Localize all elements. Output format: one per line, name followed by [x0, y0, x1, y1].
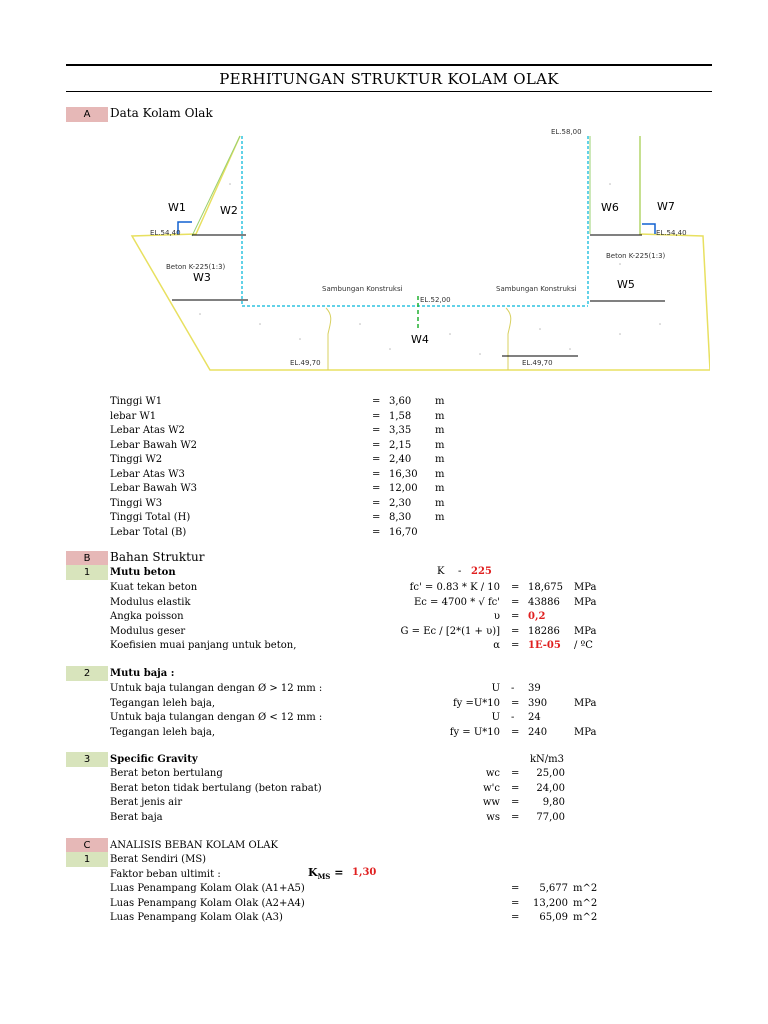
beton-right: Beton K-225(1:3): [606, 252, 666, 260]
label-w7: W7: [657, 200, 675, 213]
b2-row-eq: -: [511, 683, 515, 694]
b2-row-label: Tegangan leleh baja,: [110, 697, 216, 709]
b3-row-sym: ws: [486, 811, 500, 823]
section-c-tag: C: [66, 838, 108, 853]
b3-tag: 3: [66, 752, 108, 767]
c1-row-unit: m^2: [573, 883, 598, 894]
b3-row-label: Berat beton tidak bertulang (beton rabat): [110, 782, 322, 794]
b2-label: Mutu baja :: [110, 668, 175, 679]
c1-row-eq: =: [511, 897, 520, 909]
el-center: EL.52,00: [420, 296, 451, 304]
label-w2: W2: [220, 204, 238, 217]
b3-row-value: 9,80: [542, 797, 565, 808]
c1-row-unit: m^2: [573, 912, 598, 923]
b3-row-sym: wc: [485, 768, 500, 779]
b1-row-unit: MPa: [574, 596, 597, 608]
dim-unit: m: [435, 396, 445, 407]
dim-value: 16,30: [389, 468, 418, 480]
concrete-speckle: [199, 183, 661, 355]
dim-unit: m: [435, 425, 445, 436]
dim-unit: m: [435, 483, 445, 494]
dim-label: Lebar Atas W2: [110, 425, 185, 436]
section-c-label: ANALISIS BEBAN KOLAM OLAK: [110, 840, 278, 851]
b3-row-value: 24,00: [536, 782, 565, 794]
kms-label: [308, 866, 343, 881]
dim-label: lebar W1: [110, 410, 157, 422]
b3-row-value: 77,00: [536, 811, 565, 823]
section-a-label: Data Kolam Olak: [110, 106, 213, 120]
b1-row-label: Angka poisson: [110, 611, 184, 622]
dim-eq: =: [372, 425, 381, 436]
b3-row-value: 25,00: [536, 768, 565, 779]
dim-value: 3,35: [389, 425, 412, 436]
el-bottom-left: EL.49,70: [290, 359, 321, 367]
el-top-right: EL.58,00: [551, 128, 582, 136]
section-a-tag: A: [66, 107, 108, 122]
dim-eq: =: [372, 468, 381, 480]
label-w1: W1: [168, 201, 186, 214]
c1-row-eq: =: [511, 883, 520, 894]
b1-tag: 1: [66, 565, 108, 580]
b3-unit-header: kN/m3: [530, 754, 565, 765]
dim-label: Lebar Bawah W3: [110, 483, 197, 494]
dim-value: 2,40: [389, 454, 412, 465]
b2-row-value: 240: [528, 726, 548, 738]
c1-row-unit: m^2: [573, 897, 598, 909]
dim-eq: =: [372, 454, 381, 465]
b3-row-label: Berat beton bertulang: [110, 768, 223, 779]
dim-eq: =: [372, 497, 381, 509]
faktor-label: Faktor beban ultimit :: [110, 869, 221, 880]
label-w5: W5: [617, 278, 635, 291]
b1-row-value: 43886: [528, 596, 560, 608]
c1-row-value: 13,200: [533, 897, 568, 909]
b1-row-label: Modulus geser: [110, 625, 186, 637]
b1-row-formula: G = Ec / [2*(1 + υ)]: [400, 625, 500, 637]
b2-row-eq: =: [511, 697, 520, 709]
b2-row-eq: -: [511, 712, 515, 723]
b2-row-unit: MPa: [574, 726, 597, 738]
b1-row-value: 18,675: [528, 582, 563, 593]
b1-row-formula: υ: [493, 611, 500, 622]
b1-row-formula: fc' = 0.83 * K / 10: [409, 582, 500, 593]
c1-row-label: Luas Penampang Kolam Olak (A1+A5): [110, 883, 305, 894]
kms-k: K: [308, 866, 318, 879]
beton-left: Beton K-225(1:3): [166, 263, 226, 271]
sambungan-left: Sambungan Konstruksi: [322, 285, 403, 293]
b3-row-label: Berat jenis air: [110, 797, 183, 808]
b3-row-label: Berat baja: [110, 811, 163, 823]
b1-row-unit: MPa: [574, 625, 597, 637]
dim-value: 2,30: [389, 497, 412, 509]
dim-label: Lebar Bawah W2: [110, 439, 197, 451]
dim-unit: m: [435, 454, 445, 465]
dim-unit: m: [435, 439, 445, 451]
dim-value: 3,60: [389, 396, 412, 407]
dim-eq: =: [372, 439, 381, 451]
b2-row-value: 390: [528, 697, 548, 709]
page-title: PERHITUNGAN STRUKTUR KOLAM OLAK: [219, 70, 559, 88]
c1-row-eq: =: [511, 912, 520, 923]
w7-step: [642, 224, 655, 234]
label-w6: W6: [601, 201, 619, 214]
k-value: 225: [471, 566, 492, 577]
c1-row-value: 65,09: [539, 912, 568, 923]
b1-row-formula: α: [493, 640, 500, 651]
b3-row-eq: =: [511, 768, 520, 779]
dim-value: 1,58: [389, 410, 412, 422]
b2-row-formula: fy =U*10: [452, 697, 500, 709]
c1-row-value: 5,677: [539, 883, 568, 894]
b1-label: Mutu beton: [110, 567, 176, 578]
k-label: K: [437, 566, 445, 577]
c1-row-label: Luas Penampang Kolam Olak (A2+A4): [110, 897, 305, 909]
el-right-mid: EL.54,40: [656, 229, 687, 237]
sambungan-right: Sambungan Konstruksi: [496, 285, 577, 293]
b1-row-value: 0,2: [528, 611, 546, 622]
dim-unit: m: [435, 512, 445, 523]
el-left-mid: EL.54,40: [150, 229, 181, 237]
joint-right: [506, 308, 511, 370]
el-bottom-right: EL.49,70: [522, 359, 553, 367]
dim-eq: =: [372, 526, 381, 538]
b1-row-formula: Ec = 4700 * √ fc': [413, 596, 500, 608]
label-w3: W3: [193, 271, 211, 284]
b2-row-formula: U: [491, 712, 500, 723]
b3-row-eq: =: [511, 811, 520, 823]
b2-row-label: Untuk baja tulangan dengan Ø < 12 mm :: [110, 712, 323, 723]
dim-eq: =: [372, 396, 381, 407]
b1-row-eq: =: [511, 582, 520, 593]
b2-row-eq: =: [511, 726, 520, 738]
dim-unit: m: [435, 410, 445, 422]
dim-value: 16,70: [389, 526, 418, 538]
b3-row-eq: =: [511, 782, 520, 794]
c1-label: Berat Sendiri (MS): [110, 854, 207, 865]
top-rule: [66, 64, 712, 66]
b1-row-label: Koefisien muai panjang untuk beton,: [110, 640, 297, 651]
c1-row-label: Luas Penampang Kolam Olak (A3): [110, 912, 283, 923]
dim-label: Tinggi Total (H): [110, 512, 191, 523]
section-b-tag: B: [66, 551, 108, 566]
kms-sub: MS: [317, 872, 331, 882]
b1-row-unit: / ºC: [574, 640, 593, 651]
b2-row-formula: fy = U*10: [449, 726, 500, 738]
kms-eq: =: [334, 866, 344, 879]
dim-unit: m: [435, 468, 445, 480]
k-dash: -: [458, 566, 462, 577]
left-slope-line: [192, 136, 240, 236]
dim-value: 8,30: [389, 512, 412, 523]
b2-row-label: Tegangan leleh baja,: [110, 726, 216, 738]
b1-row-eq: =: [511, 596, 520, 608]
section-b-label: Bahan Struktur: [110, 550, 205, 564]
b3-row-sym: w'c: [483, 782, 500, 794]
b2-row-value: 39: [528, 683, 541, 694]
joint-left: [326, 308, 331, 370]
b3-label: Specific Gravity: [110, 754, 198, 765]
b1-row-label: Kuat tekan beton: [110, 582, 198, 593]
b3-row-eq: =: [511, 797, 520, 808]
dim-label: Lebar Atas W3: [110, 468, 185, 480]
dim-label: Tinggi W3: [110, 497, 163, 509]
b1-row-label: Modulus elastik: [110, 596, 191, 608]
b2-row-unit: MPa: [574, 697, 597, 709]
dim-unit: m: [435, 497, 445, 509]
b2-tag: 2: [66, 666, 108, 681]
b2-row-label: Untuk baja tulangan dengan Ø > 12 mm :: [110, 683, 323, 694]
dim-label: Lebar Total (B): [110, 526, 187, 538]
b1-row-value: 1E-05: [528, 640, 561, 651]
b2-row-formula: U: [491, 683, 500, 694]
b2-row-value: 24: [528, 712, 541, 723]
dim-label: Tinggi W1: [110, 396, 163, 407]
dim-label: Tinggi W2: [110, 454, 163, 465]
dim-eq: =: [372, 512, 381, 523]
label-w4: W4: [411, 333, 429, 346]
dim-eq: =: [372, 483, 381, 494]
b1-row-unit: MPa: [574, 582, 597, 593]
b1-row-eq: =: [511, 611, 520, 622]
b1-row-eq: =: [511, 640, 520, 651]
kms-value: 1,30: [352, 867, 377, 878]
dim-value: 12,00: [389, 483, 418, 494]
c1-tag: 1: [66, 852, 108, 867]
b3-row-sym: ww: [482, 797, 500, 808]
b1-row-eq: =: [511, 625, 520, 637]
dim-value: 2,15: [389, 439, 412, 451]
b1-row-value: 18286: [528, 625, 560, 637]
dim-eq: =: [372, 410, 381, 422]
title-underline: [66, 91, 712, 92]
